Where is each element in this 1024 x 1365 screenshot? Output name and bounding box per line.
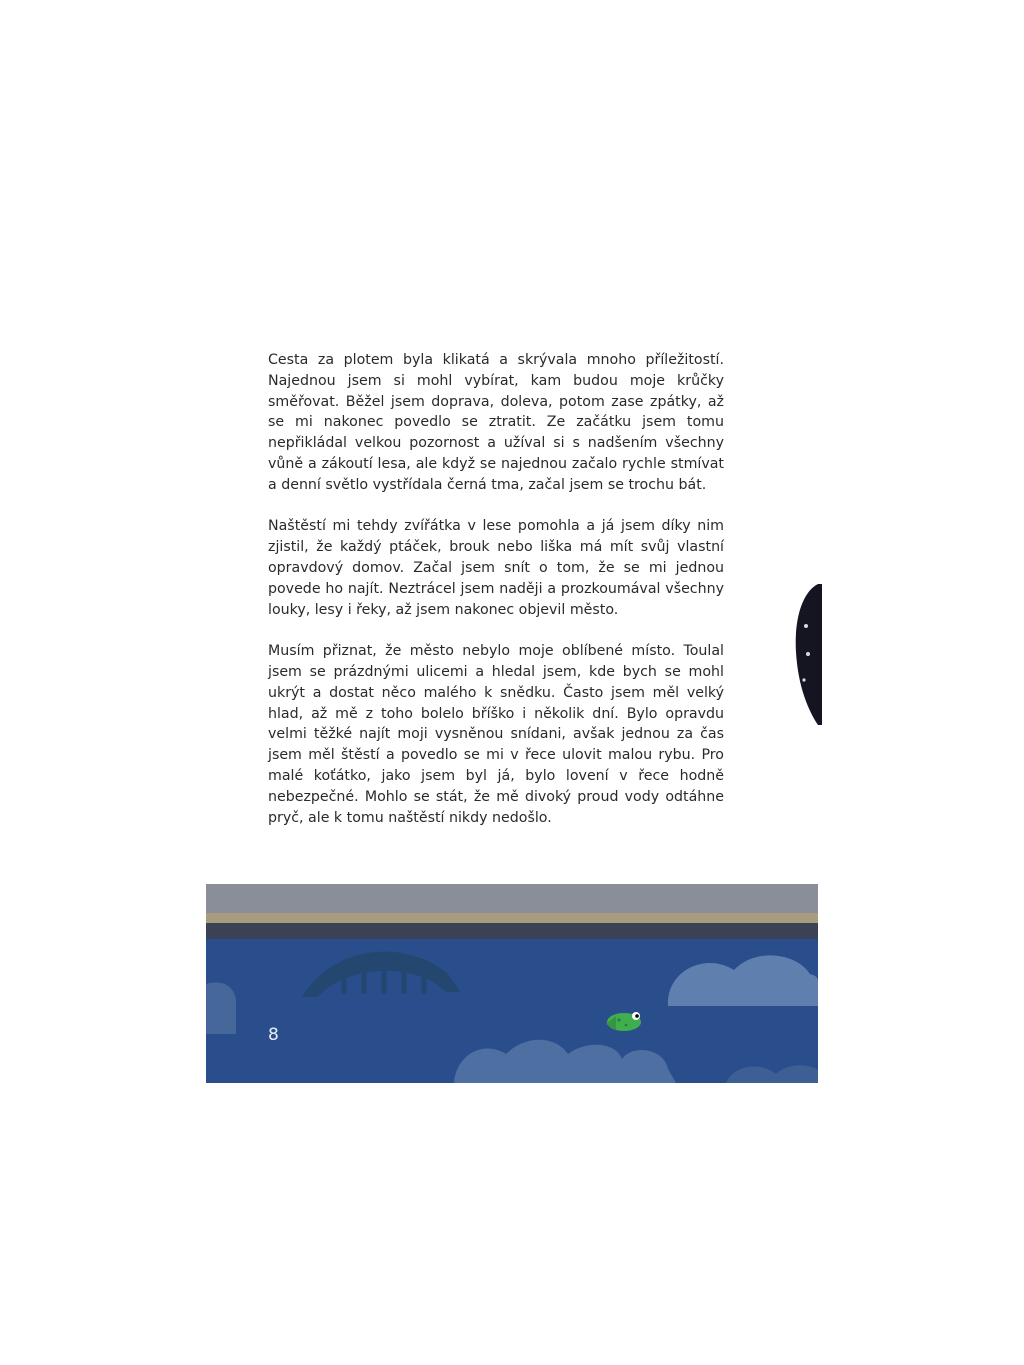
river-scene <box>206 884 818 1083</box>
story-paragraph: Cesta za plotem byla klikatá a skrývala mnoho příležitostí. Najednou jsem si mohl vybírat, kam budou moje krůčky směřovat. Běžel jsem doprava, doleva, potom zase zpátky, až se mi nakonec povedlo se ztratit. Ze začátku jsem tomu nepřikládal velkou pozornost a užíval si s nadšením všechny vůně a zákoutí lesa, ale když se najednou začalo rychle stmívat a denní světlo vystřídala černá tma, začal jsem se trochu bát. <box>268 352 724 493</box>
page-number: 8 <box>268 1025 279 1045</box>
story-text <box>268 350 724 849</box>
story-paragraph: Naštěstí mi tehdy zvířátka v lese pomohla a já jsem díky nim zjistil, že každý ptáček, brouk nebo liška má mít svůj vlastní opravdový domov. Začal jsem snít o tom, že se mi jednou povede ho najít. Neztrácel jsem naději a prozkoumával všechny louky, lesy i řeky, až jsem nakonec objevil město. <box>268 518 724 618</box>
left-rock <box>206 982 236 1034</box>
sand-band <box>206 913 818 923</box>
dark-band <box>206 923 818 939</box>
sky-band <box>206 884 818 913</box>
story-paragraph: Musím přiznat, že město nebylo moje oblíbené místo. Toulal jsem se prázdnými ulicemi a hledal jsem, kde bych se mohl ukrýt a dostat něco malého k snědku. Často jsem měl velký hlad, až mě z toho bolelo bříško i několik dní. Bylo opravdu velmi těžké najít moji vysněnou snídani, avšak jednou za čas jsem měl štěstí a povedlo se mi v řece ulovit malou rybu. Pro malé koťátko, jako jsem byl já, bylo lovení v řece hodně nebezpečné. Mohlo se stát, že mě divoký proud vody odtáhne pryč, ale k tomu naštěstí nikdy nedošlo. <box>268 643 724 826</box>
river-illustration <box>206 884 818 1083</box>
cat-tail-illustration-edge <box>792 582 822 727</box>
